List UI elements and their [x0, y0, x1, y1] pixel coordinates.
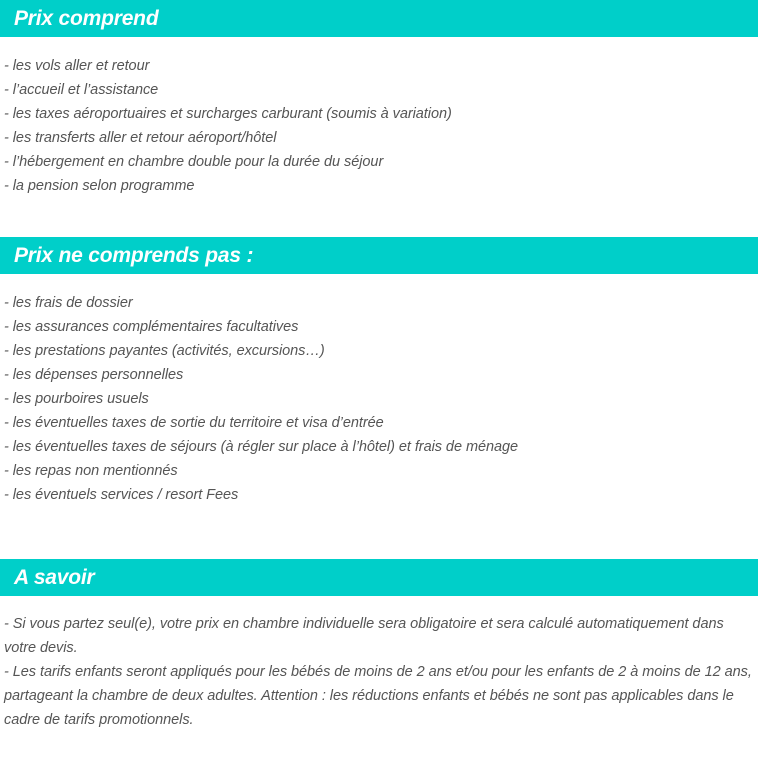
section-body-prix-ne-comprends-pas [0, 291, 758, 507]
section-body-a-savoir [0, 612, 758, 732]
list-item: - les prestations payantes (activités, excursions…) [4, 343, 325, 359]
spacer [0, 37, 758, 54]
section-header-a-savoir [0, 559, 758, 596]
spacer [0, 198, 758, 237]
list-item: - les transferts aller et retour aéroport/hôtel [4, 130, 277, 146]
included-list [4, 54, 752, 198]
note-paragraph: - Les tarifs enfants seront appliqués pour les bébés de moins de 2 ans et/ou pour les enfants de 2 à moins de 12 ans, partageant la chambre de deux adultes. Attention : les réductions enfants et bébés ne sont pas applicables dans le cadre de tarifs promotionnels. [4, 664, 752, 728]
section-body-prix-comprend [0, 54, 758, 198]
list-item: - les éventuelles taxes de séjours (à régler sur place à l’hôtel) et frais de ménage [4, 439, 519, 455]
list-item: - les dépenses personnelles [4, 367, 184, 383]
section-header-prix-ne-comprends-pas [0, 237, 758, 274]
list-item: - la pension selon programme [4, 178, 195, 194]
list-item: - l’accueil et l’assistance [4, 82, 159, 98]
section-title: A savoir [14, 566, 95, 589]
notes-list [4, 612, 752, 732]
section-title: Prix ne comprends pas : [14, 244, 254, 267]
list-item: - les frais de dossier [4, 295, 133, 311]
note-paragraph: - Si vous partez seul(e), votre prix en chambre individuelle sera obligatoire et sera calculé automatiquement dans votre devis. [4, 616, 724, 656]
list-item: - les repas non mentionnés [4, 463, 178, 479]
spacer [0, 596, 758, 612]
list-item: - les assurances complémentaires facultatives [4, 319, 299, 335]
list-item: - l’hébergement en chambre double pour la durée du séjour [4, 154, 384, 170]
spacer [0, 274, 758, 291]
list-item: - les éventuelles taxes de sortie du territoire et visa d’entrée [4, 415, 384, 431]
list-item: - les pourboires usuels [4, 391, 149, 407]
list-item: - les éventuels services / resort Fees [4, 487, 239, 503]
section-title: Prix comprend [14, 7, 159, 30]
spacer [0, 507, 758, 559]
section-header-prix-comprend [0, 0, 758, 37]
list-item: - les vols aller et retour [4, 58, 150, 74]
excluded-list [4, 291, 752, 507]
list-item: - les taxes aéroportuaires et surcharges carburant (soumis à variation) [4, 106, 452, 122]
